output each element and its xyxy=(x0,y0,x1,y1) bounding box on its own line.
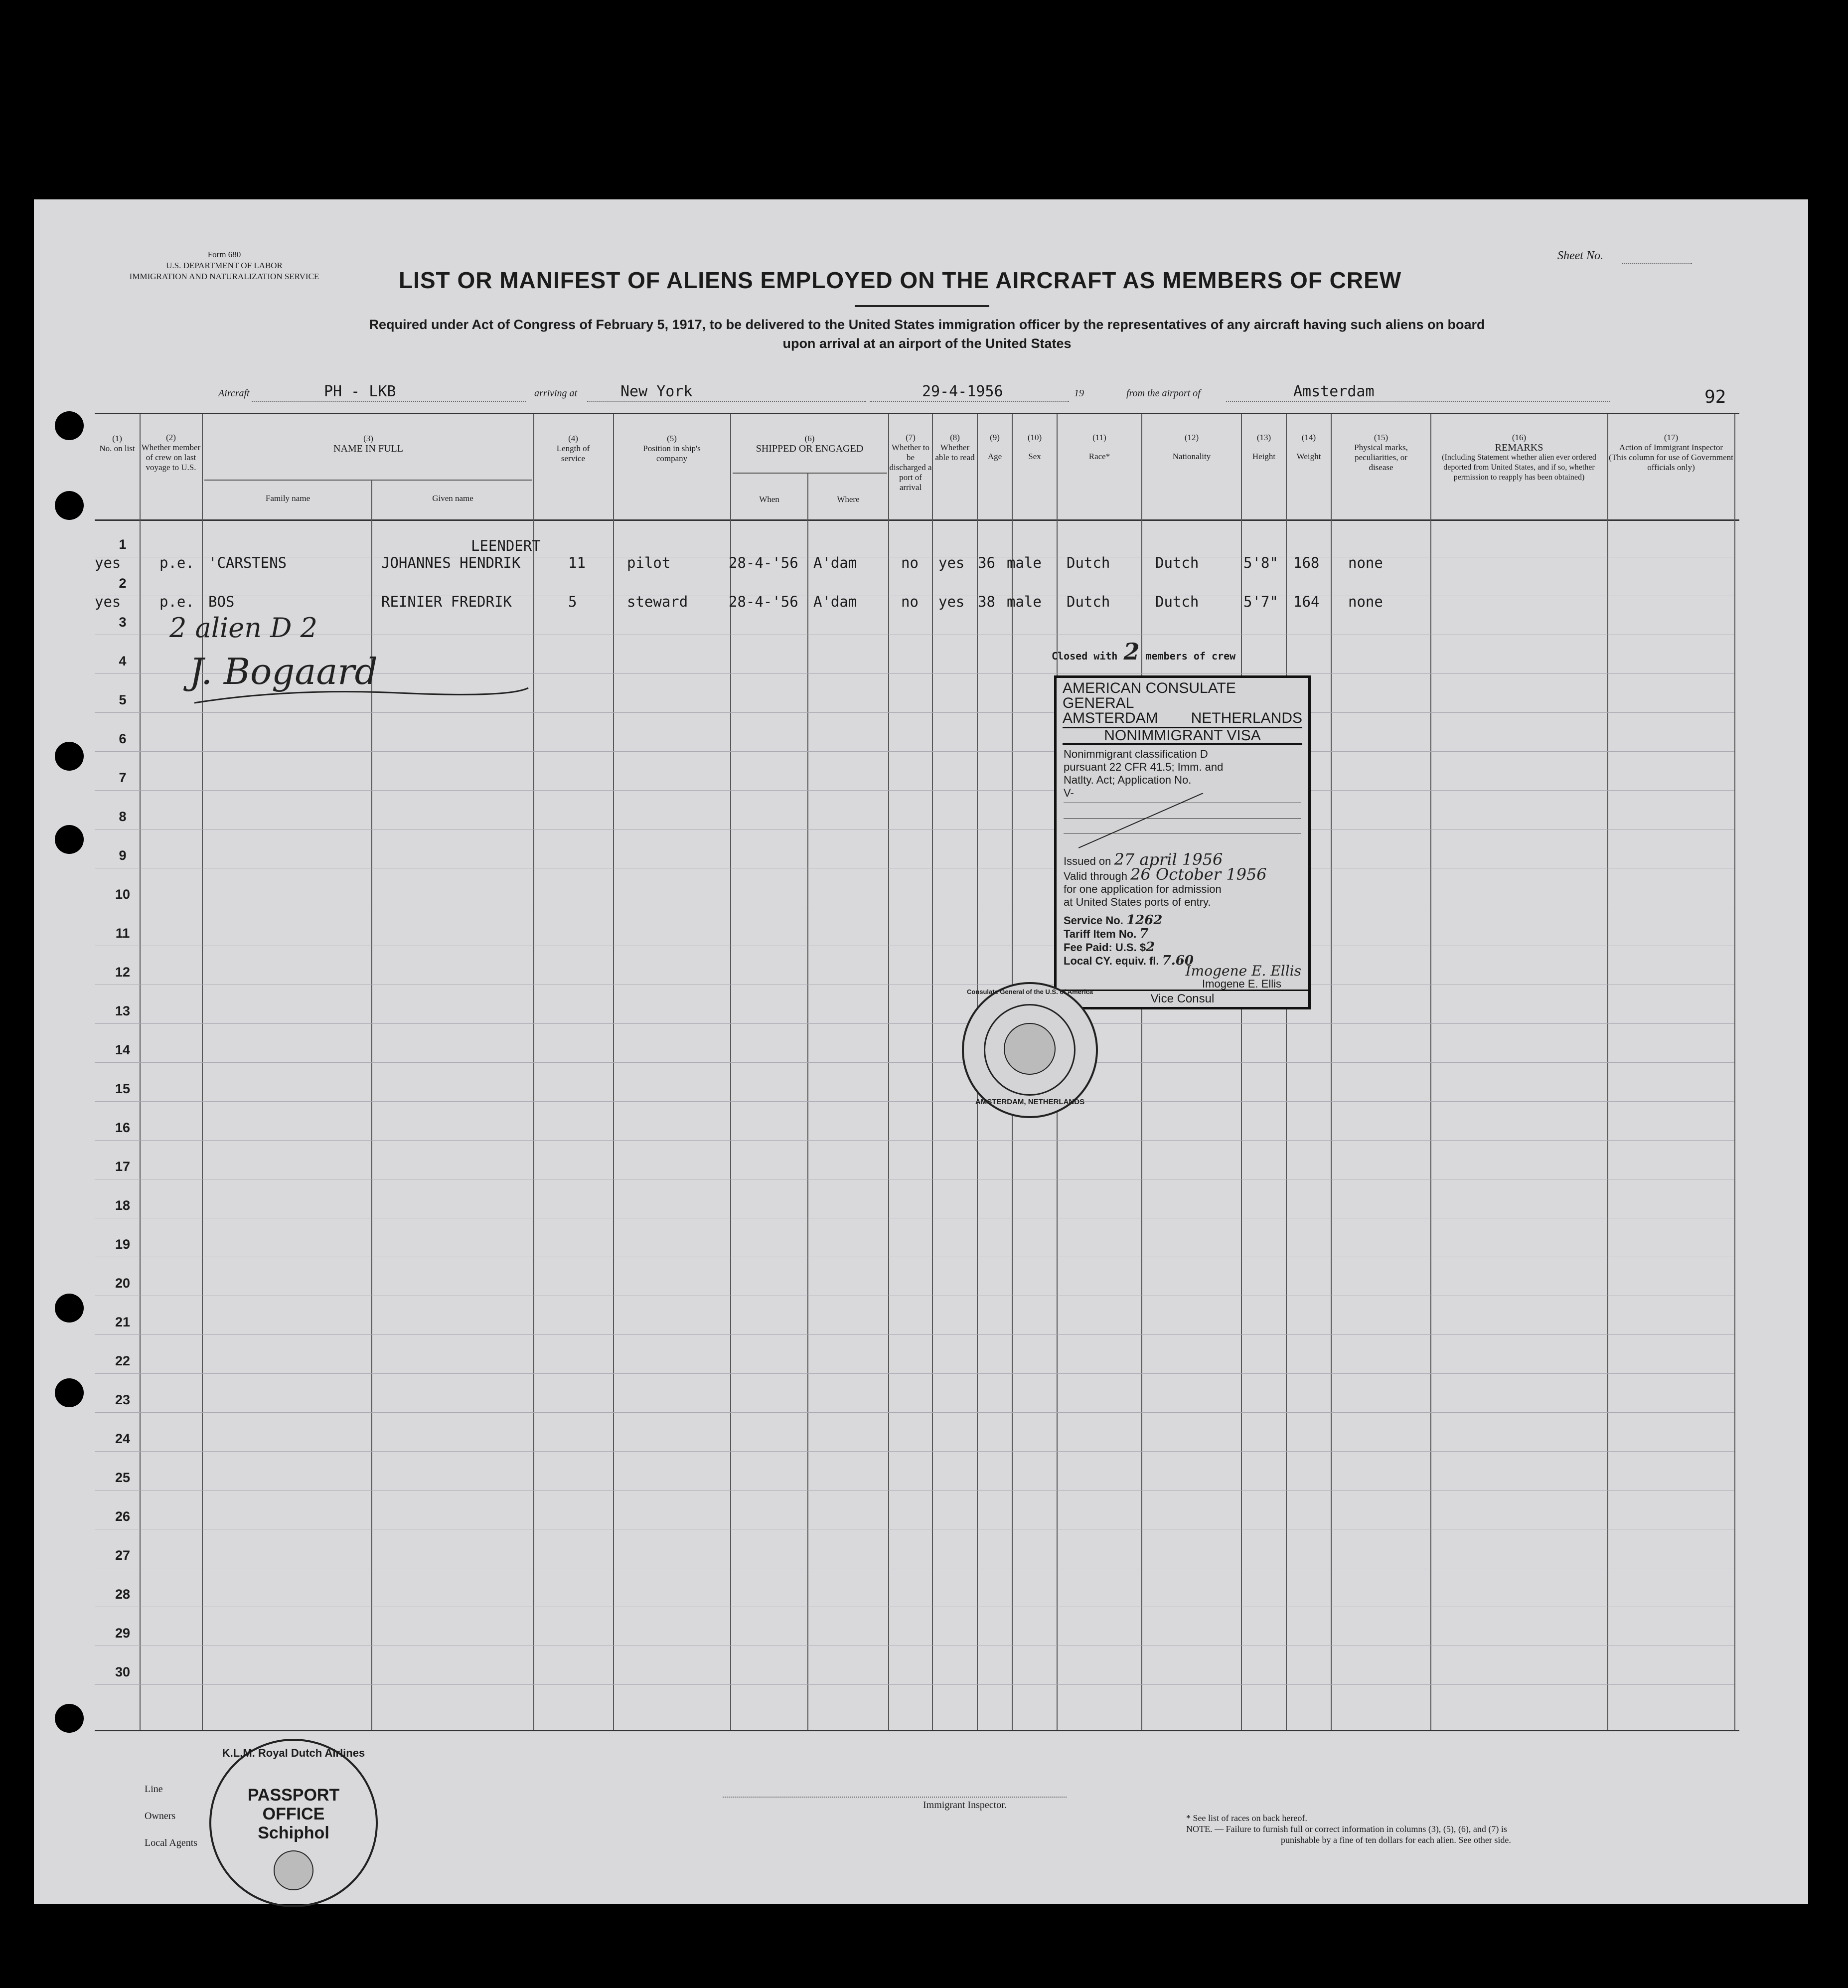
visa-type: NONIMMIGRANT VISA xyxy=(1063,727,1302,745)
row-race: Dutch xyxy=(1067,554,1110,571)
row-given-name-extra: LEENDERT xyxy=(471,537,541,554)
row-number: 4 xyxy=(119,654,127,668)
col-header-when: When xyxy=(759,495,779,504)
visa-fee-label: Fee Paid: U.S. $ xyxy=(1064,941,1146,954)
page-number: 92 xyxy=(1704,387,1726,407)
visa-issued-date: 27 april 1956 xyxy=(1114,850,1223,869)
arriving-value: New York xyxy=(620,383,693,400)
footer-inspector-label: Immigrant Inspector. xyxy=(923,1800,1007,1811)
klm-passport-office-stamp xyxy=(209,1739,378,1907)
row-number: 29 xyxy=(115,1626,131,1641)
col-header-nationality: (12) Nationality xyxy=(1172,433,1211,461)
row-number: 6 xyxy=(119,731,127,746)
col-header-family-name: Family name xyxy=(265,494,310,503)
sheet-no-label: Sheet No. xyxy=(1557,249,1603,262)
footer-note-penalty-cont: punishable by a fine of ten dollars for each alien. See other side. xyxy=(1281,1835,1511,1845)
row-able-to-read: yes xyxy=(938,593,965,610)
col-header-where: Where xyxy=(837,495,860,504)
department: U.S. DEPARTMENT OF LABOR xyxy=(166,261,283,270)
row-number: 12 xyxy=(115,965,131,980)
klm-schiphol: Schiphol xyxy=(258,1823,329,1842)
row-number: 14 xyxy=(115,1042,131,1057)
aircraft-line xyxy=(252,401,526,402)
row-physical-marks: none xyxy=(1348,593,1383,610)
consulate-seal xyxy=(962,982,1098,1118)
punch-hole xyxy=(55,411,84,440)
row-number: 10 xyxy=(115,887,131,902)
row-shipped-when: 28-4-'56 xyxy=(729,593,798,610)
row-race: Dutch xyxy=(1067,593,1110,610)
visa-consul-title: Vice Consul xyxy=(1057,990,1308,1007)
punch-hole xyxy=(55,1378,84,1407)
service: IMMIGRATION AND NATURALIZATION SERVICE xyxy=(129,272,319,281)
eagle-icon xyxy=(1004,1023,1056,1075)
visa-application-note-2: at United States ports of entry. xyxy=(1064,896,1211,908)
visa-consul-name: Imogene E. Ellis xyxy=(1202,978,1281,990)
visa-pursuant: pursuant 22 CFR 41.5; Imm. and xyxy=(1064,761,1224,773)
subtitle-line-2: upon arrival at an airport of the United States xyxy=(782,336,1072,351)
handwritten-signature: J. Bogaard xyxy=(189,651,378,692)
row-rule xyxy=(95,1412,1734,1413)
row-number: 7 xyxy=(119,770,127,785)
table-top-border xyxy=(95,413,1739,414)
row-rule xyxy=(95,1684,1734,1685)
col-header-length-of-service: (4) Length of service xyxy=(556,434,590,463)
footer-notes xyxy=(1186,1813,1511,1845)
visa-service-label: Service No. xyxy=(1064,914,1123,927)
visa-classification: Nonimmigrant classification D xyxy=(1064,748,1208,760)
klm-office: OFFICE xyxy=(262,1805,325,1823)
row-rule xyxy=(95,790,1734,791)
row-number: 1 xyxy=(119,537,127,552)
row-number: 9 xyxy=(119,848,127,863)
row-number: 16 xyxy=(115,1120,131,1135)
row-shipped-where: A'dam xyxy=(813,554,857,571)
punch-hole xyxy=(55,1294,84,1323)
row-rule xyxy=(95,1373,1734,1374)
col-header-name: (3) NAME IN FULL xyxy=(333,434,403,454)
form-header-block xyxy=(105,249,344,282)
seal-outer-text: Consulate General of the U.S. of America xyxy=(966,988,1093,995)
row-given-name: REINIER FREDRIK xyxy=(381,593,512,610)
visa-fee: 2 xyxy=(1146,940,1155,955)
col-header-no: (1) No. on list xyxy=(99,434,135,453)
row-sex: male xyxy=(1007,593,1042,610)
col-header-given-name: Given name xyxy=(432,494,473,503)
arriving-label: arriving at xyxy=(534,388,578,399)
row-length-of-service: 5 xyxy=(568,593,577,610)
row-number: 3 xyxy=(119,615,127,630)
footer-note-penalty: NOTE. — Failure to furnish full or correct information in columns (3), (5), (6), and (7) is xyxy=(1186,1824,1507,1834)
row-shipped-when: 28-4-'56 xyxy=(729,554,798,571)
from-label: from the airport of xyxy=(1126,388,1201,399)
visa-application-note-1: for one application for admission xyxy=(1064,883,1222,895)
visa-local-amount: 7.60 xyxy=(1162,953,1194,968)
sheet-no-field xyxy=(1622,263,1692,264)
visa-tariff-label: Tariff Item No. xyxy=(1064,928,1137,940)
klm-ring-text: K.L.M. Royal Dutch Airlines xyxy=(222,1747,365,1759)
row-position: pilot xyxy=(627,554,671,571)
visa-blank-lines xyxy=(1064,803,1301,853)
seal-bottom-text: AMSTERDAM, NETHERLANDS xyxy=(975,1098,1085,1106)
row-number: 25 xyxy=(115,1470,131,1485)
row-number: 21 xyxy=(115,1315,131,1329)
row-number: 18 xyxy=(115,1198,131,1213)
col-header-physical-marks: (15) Physical marks, peculiarities, or disease xyxy=(1354,433,1408,472)
footer-note-races: * See list of races on back hereof. xyxy=(1186,1813,1307,1823)
row-sex: male xyxy=(1007,554,1042,571)
subtitle-line-1: Required under Act of Congress of February 5, 1917, to be delivered to the United States immigration officer by the representatives of any aircraft having such aliens on board xyxy=(369,317,1485,332)
row-number: 22 xyxy=(115,1353,131,1368)
row-weight: 164 xyxy=(1293,593,1320,610)
punch-hole xyxy=(55,1704,84,1733)
arriving-line xyxy=(587,401,866,402)
row-discharged: no xyxy=(901,554,919,571)
form-number: Form 680 xyxy=(207,250,241,259)
signature-stroke xyxy=(189,668,538,713)
visa-country: NETHERLANDS xyxy=(1191,710,1302,726)
visa-consulate: AMERICAN CONSULATE GENERAL xyxy=(1063,680,1236,711)
closed-with-note xyxy=(1052,638,1235,665)
aircraft-value: PH - LKB xyxy=(324,383,396,400)
page-title: LIST OR MANIFEST OF ALIENS EMPLOYED ON THE AIRCRAFT AS MEMBERS OF CREW xyxy=(399,267,1402,293)
title-underline xyxy=(855,305,989,307)
footer-agents-label: Local Agents xyxy=(145,1837,198,1848)
aircraft-label: Aircraft xyxy=(218,388,250,399)
row-given-name: JOHANNES HENDRIK xyxy=(381,554,521,571)
row-number: 2 xyxy=(119,576,127,591)
col-header-shipped: (6) SHIPPED OR ENGAGED xyxy=(756,434,864,454)
crown-icon xyxy=(274,1850,313,1890)
row-nationality: Dutch xyxy=(1155,554,1199,571)
row-rule xyxy=(95,751,1734,752)
visa-number: V- xyxy=(1064,787,1074,799)
footer-owners-label: Owners xyxy=(145,1811,176,1822)
visa-consul-signature: Imogene E. Ellis xyxy=(1185,963,1301,979)
table-bottom-border xyxy=(95,1730,1739,1731)
row-margin-note: yes xyxy=(95,593,121,610)
row-weight: 168 xyxy=(1293,554,1320,571)
row-physical-marks: none xyxy=(1348,554,1383,571)
row-number: 5 xyxy=(119,692,127,707)
punch-hole xyxy=(55,825,84,854)
row-rule xyxy=(95,1062,1734,1063)
row-shipped-where: A'dam xyxy=(813,593,857,610)
visa-issued-label: Issued on xyxy=(1064,855,1111,867)
punch-hole xyxy=(55,491,84,520)
row-member-of-crew: p.e. xyxy=(159,593,194,610)
row-number: 13 xyxy=(115,1003,131,1018)
row-number: 26 xyxy=(115,1509,131,1524)
row-number: 30 xyxy=(115,1664,131,1679)
col-header-age: (9) Age xyxy=(987,433,1002,461)
row-nationality: Dutch xyxy=(1155,593,1199,610)
table-header-border xyxy=(95,519,1739,521)
date-line xyxy=(870,401,1069,402)
col-header-member: (2) Whether member of crew on last voyage to U.S. xyxy=(141,433,201,472)
row-rule xyxy=(95,1101,1734,1102)
row-able-to-read: yes xyxy=(938,554,965,571)
col-header-remarks: (16) REMARKS (Including Statement whether alien ever ordered deported from United States, and if so, whether permission to reapply has been obtained) xyxy=(1442,433,1596,482)
row-height: 5'8" xyxy=(1243,554,1278,571)
visa-service-no: 1262 xyxy=(1126,913,1163,928)
row-number: 15 xyxy=(115,1081,131,1096)
row-number: 23 xyxy=(115,1392,131,1407)
col-header-inspector-action: (17) Action of Immigrant Inspector (This column for use of Government officials only) xyxy=(1609,433,1733,472)
visa-application: Natlty. Act; Application No. xyxy=(1064,774,1192,786)
col-header-position: (5) Position in ship's company xyxy=(643,434,701,463)
row-number: 20 xyxy=(115,1276,131,1291)
inspector-signature-line xyxy=(723,1797,1067,1798)
year-label: 19 xyxy=(1074,388,1084,399)
row-family-name: 'CARSTENS xyxy=(208,554,287,571)
row-age: 38 xyxy=(978,593,995,610)
nonimmigrant-visa-stamp xyxy=(1054,675,1311,1009)
subtitle xyxy=(209,315,1645,353)
row-number: 11 xyxy=(115,926,130,941)
closed-count: 2 xyxy=(1123,638,1140,665)
row-position: steward xyxy=(627,593,688,610)
footer-line-label: Line xyxy=(145,1784,163,1795)
row-rule xyxy=(95,1334,1734,1335)
row-member-of-crew: p.e. xyxy=(159,554,194,571)
row-number: 24 xyxy=(115,1431,131,1446)
from-value: Amsterdam xyxy=(1293,383,1375,400)
row-rule xyxy=(95,1140,1734,1141)
col-header-height: (13) Height xyxy=(1252,433,1276,461)
row-discharged: no xyxy=(901,593,919,610)
closed-prefix: Closed with xyxy=(1052,650,1118,662)
visa-tariff-no: 7 xyxy=(1139,926,1149,941)
col-header-race: (11) Race* xyxy=(1088,433,1110,461)
klm-passport: PASSPORT xyxy=(247,1786,340,1805)
row-length-of-service: 11 xyxy=(568,554,586,571)
handwritten-annotation: 2 alien D 2 xyxy=(169,612,317,644)
row-number: 19 xyxy=(115,1237,131,1252)
visa-local-label: Local CY. equiv. fl. xyxy=(1064,955,1159,967)
row-rule xyxy=(95,1451,1734,1452)
punch-hole xyxy=(55,742,84,771)
row-height: 5'7" xyxy=(1243,593,1278,610)
visa-city: AMSTERDAM xyxy=(1063,710,1158,726)
col-header-sex: (10) Sex xyxy=(1027,433,1042,461)
col-header-able-to-read: (8) Whether able to read xyxy=(935,433,975,462)
row-number: 28 xyxy=(115,1587,131,1602)
row-family-name: BOS xyxy=(208,593,235,610)
closed-suffix: members of crew xyxy=(1145,650,1236,662)
row-number: 8 xyxy=(119,809,127,824)
row-margin-note: yes xyxy=(95,554,121,571)
col-header-discharged: (7) Whether to be discharged a port of arrival xyxy=(889,433,932,492)
visa-valid-label: Valid through xyxy=(1064,870,1128,882)
from-line xyxy=(1226,401,1610,402)
row-number: 17 xyxy=(115,1159,131,1174)
row-rule xyxy=(95,1490,1734,1491)
row-age: 36 xyxy=(978,554,995,571)
row-number: 27 xyxy=(115,1548,131,1563)
col-header-weight: (14) Weight xyxy=(1296,433,1321,461)
row-rule xyxy=(95,1023,1734,1024)
date-value: 29-4-1956 xyxy=(922,383,1003,400)
visa-valid-date: 26 October 1956 xyxy=(1130,865,1267,884)
